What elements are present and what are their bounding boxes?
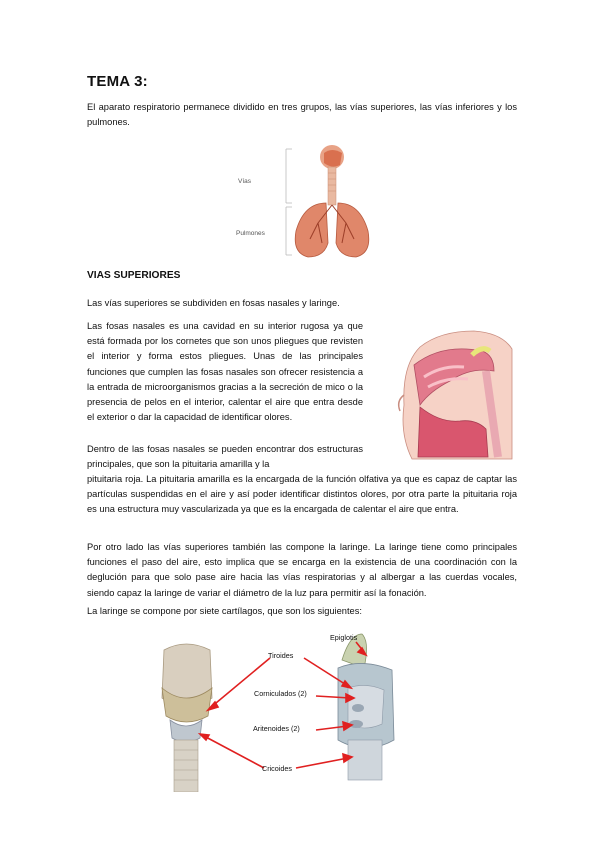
paragraph-laringe: Por otro lado las vías superiores también las compone la laringe. La laringe tiene como principales funciones el paso del aire, esto implica que se encarga en la existencia de una coordinación con la deglución para que solo pase aire hacia las vías respiratorias y al albergar a las cuerdas vocales, siendo capaz la laringe de variar el diámetro de la luz para permitir así la fonación. — [87, 542, 517, 598]
respiratory-system-figure — [228, 143, 388, 261]
aritenoides-label: Aritenoides (2) — [253, 724, 300, 733]
nasal-cavity-figure — [390, 325, 515, 465]
epiglotis-label: Epiglotis — [330, 633, 358, 642]
corniculados-label: Corniculados (2) — [254, 689, 307, 698]
vias-label: Vías — [238, 178, 252, 185]
tiroides-label: Tiroides — [268, 651, 294, 660]
paragraph-pituitaria: pituitaria roja. La pituitaria amarilla es la encargada de la función olfativa ya que es capaz de captar las partículas suspendidas en el aire y así poder identificar distintos olores, por otra parte la pituitaria roja es una estructura muy vascularizada ya que es la encargada de calentar el aire que entra. — [87, 474, 517, 515]
paragraph-cartilagos: La laringe se compone por siete cartílagos, que son los siguientes: — [87, 606, 362, 616]
section-heading: VIAS SUPERIORES — [87, 270, 181, 281]
intro-paragraph: El aparato respiratorio permanece dividido en tres grupos, las vías superiores, las vías inferiores y los pulmones. — [87, 102, 517, 128]
page-title: TEMA 3: — [87, 73, 148, 90]
paragraph-subdivision: Las vías superiores se subdividen en fosas nasales y laringe. — [87, 298, 340, 308]
paragraph-fosas-nasales: Las fosas nasales es una cavidad en su interior rugosa ya que está formada por los cornetes que son unos pliegues que revisten el interior y forma estos pliegues. Unas de las principales funciones que cumplen las fosas nasales son ofrecer resistencia a la entrada de microorganismos gracias a la secreción de mico o la presencia de pelos en el interior, calentar el aire que entra desde el exterior o dar la capacidad de identificar olores. — [87, 321, 363, 423]
pulmones-label: Pulmones — [236, 230, 265, 237]
cricoides-label: Cricoides — [262, 764, 292, 773]
paragraph-estructuras: Dentro de las fosas nasales se pueden encontrar dos estructuras principales, que son la pituitaria amarilla y la — [87, 444, 363, 470]
larynx-figure — [152, 628, 414, 792]
